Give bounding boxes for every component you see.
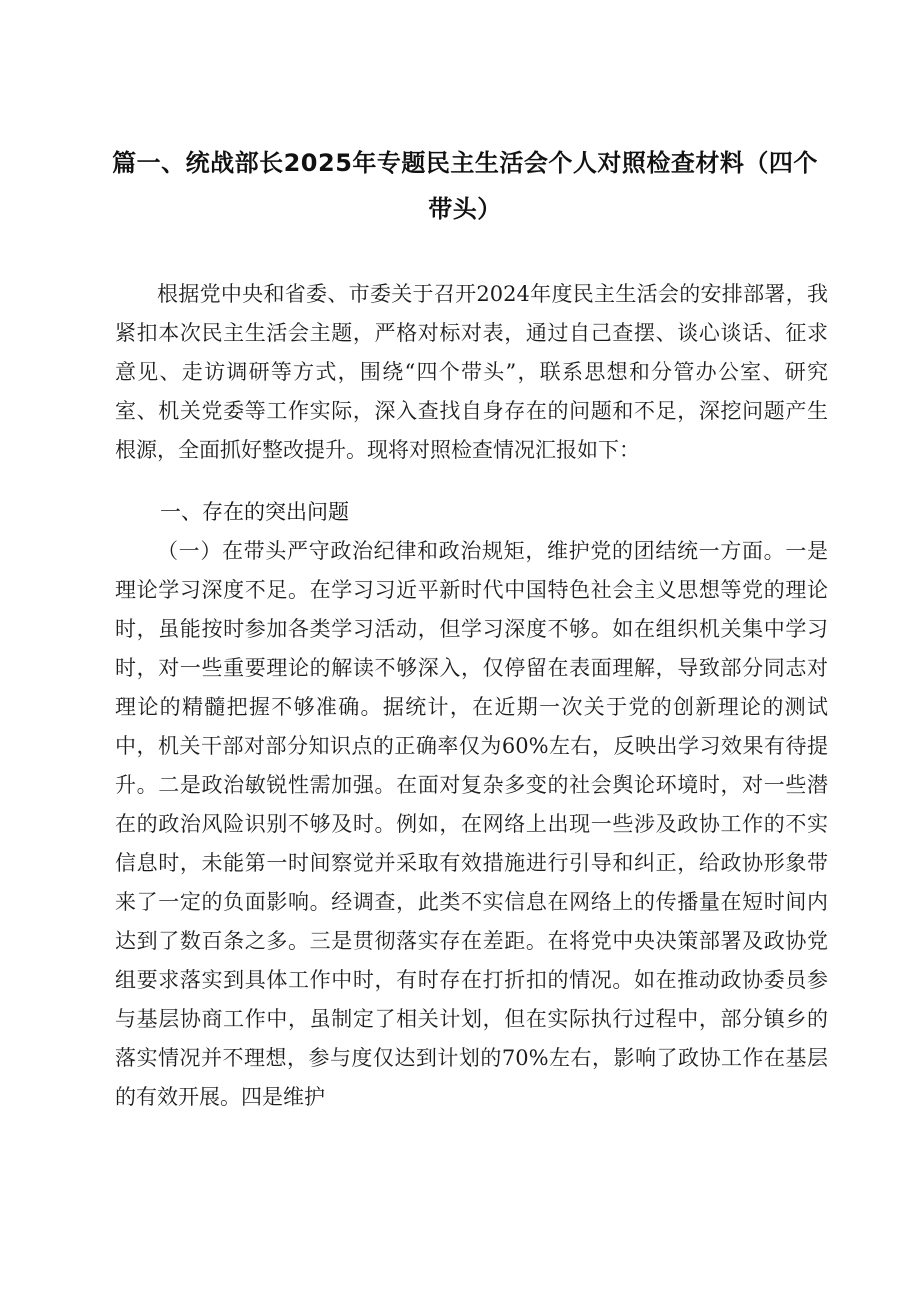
section-paragraph-block — [115, 532, 828, 1117]
intro-paragraph-block — [115, 275, 828, 470]
section-heading: 一、存在的突出问题 — [160, 500, 349, 524]
document-title: 篇一、统战部长2025年专题民主生活会个人对照检查材料（四个带头） — [112, 149, 818, 223]
section-paragraph: （一）在带头严守政治纪律和政治规矩，维护党的团结统一方面。一是理论学习深度不足。在学习习近平新时代中国特色社会主义思想等党的理论时，虽能按时参加各类学习活动，但学习深度不够。如在组织机关集中学习时，对一些重要理论的解读不够深入，仅停留在表面理解，导致部分同志对理论的精髓把握不够准确。据统计，在近期一次关于党的创新理论的测试中，机关干部对部分知识点的正确率仅为60%左右，反映出学习效果有待提升。二是政治敏锐性需加强。在面对复杂多变的社会舆论环境时，对一些潜在的政治风险识别不够及时。例如，在网络上出现一些涉及政协工作的不实信息时，未能第一时间察觉并采取有效措施进行引导和纠正，给政协形象带来了一定的负面影响。经调查，此类不实信息在网络上的传播量在短时间内达到了数百条之多。三是贯彻落实存在差距。在将党中央决策部署及政协党组要求落实到具体工作中时，有时存在打折扣的情况。如在推动政协委员参与基层协商工作中，虽制定了相关计划，但在实际执行过程中，部分镇乡的落实情况并不理想，参与度仅达到计划的70%左右，影响了政协工作在基层的有效开展。四是维护 — [115, 539, 828, 1109]
intro-paragraph: 根据党中央和省委、市委关于召开2024年度民主生活会的安排部署，我紧扣本次民主生活会主题，严格对标对表，通过自己查摆、谈心谈话、征求意见、走访调研等方式，围绕“四个带头”，联系思想和分管办公室、研究室、机关党委等工作实际，深入查找自身存在的问题和不足，深挖问题产生根源，全面抓好整改提升。现将对照检查情况汇报如下： — [115, 282, 828, 462]
